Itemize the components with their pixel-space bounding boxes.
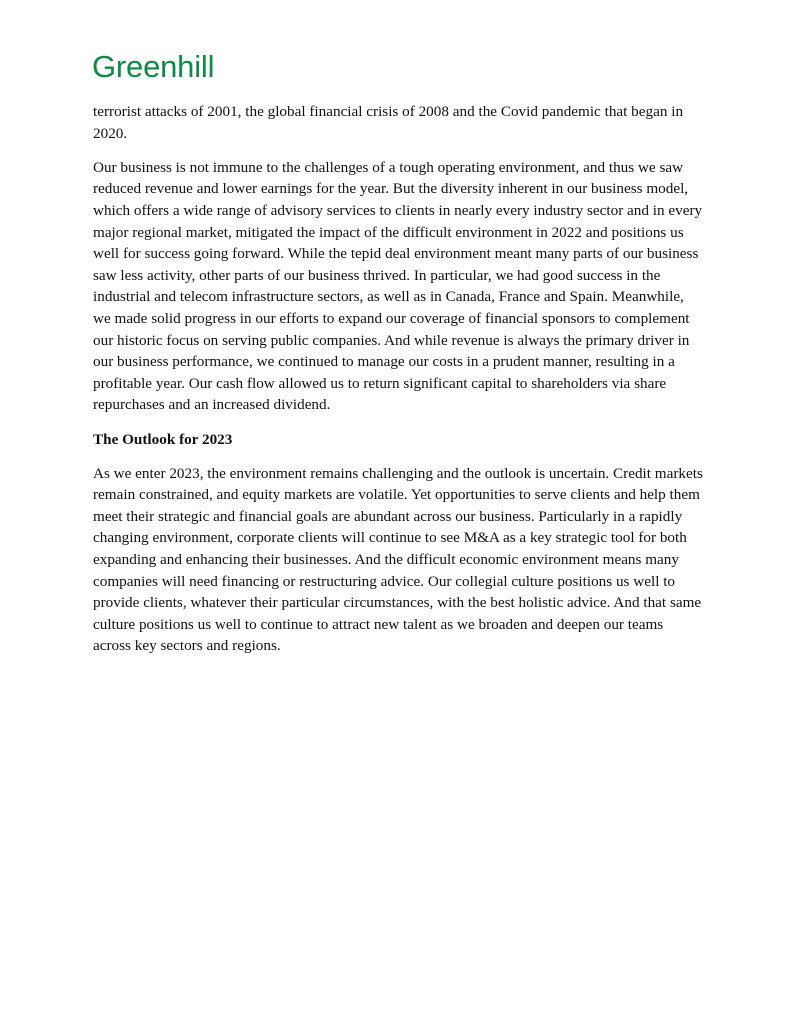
section-heading-outlook: The Outlook for 2023 [93, 430, 233, 448]
greenhill-logo: Greenhill [92, 49, 215, 84]
paragraph-business-review: Our business is not immune to the challenges of a tough operating environment, and thus we saw reduced revenue and lower earnings for the year. But the diversity inherent in our business model, which offers a wide range of advisory services to clients in nearly every industry sector and in every major regional market, mitigated the impact of the difficult environment in 2022 and positions us well for success going forward. While the tepid deal environment meant many parts of our business saw less activity, other parts of our business thrived. In particular, we had good success in the industrial and telecom infrastructure sectors, as well as in Canada, France and Spain. Meanwhile, we made solid progress in our efforts to expand our coverage of financial sponsors to complement our historic focus on serving public companies. And while revenue is always the primary driver in our business performance, we continued to manage our costs in a prudent manner, resulting in a profitable year. Our cash flow allowed us to return significant capital to shareholders via share repurchases and an increased dividend. [93, 158, 703, 414]
paragraph-outlook: As we enter 2023, the environment remains challenging and the outlook is uncertain. Credit markets remain constrained, and equity markets are volatile. Yet opportunities to serve clients and help them meet their strategic and financial goals are abundant across our business. Particularly in a rapidly changing environment, corporate clients will continue to see M&A as a key strategic tool for both expanding and enhancing their businesses. And the difficult economic environment means many companies will need financing or restructuring advice. Our collegial culture positions us well to provide clients, whatever their particular circumstances, with the best holistic advice. And that same culture positions us well to continue to attract new talent as we broaden and deepen our teams across key sectors and regions. [93, 464, 703, 655]
letter-body [93, 101, 703, 670]
paragraph-continuation: terrorist attacks of 2001, the global financial crisis of 2008 and the Covid pandemic that began in 2020. [93, 103, 684, 142]
